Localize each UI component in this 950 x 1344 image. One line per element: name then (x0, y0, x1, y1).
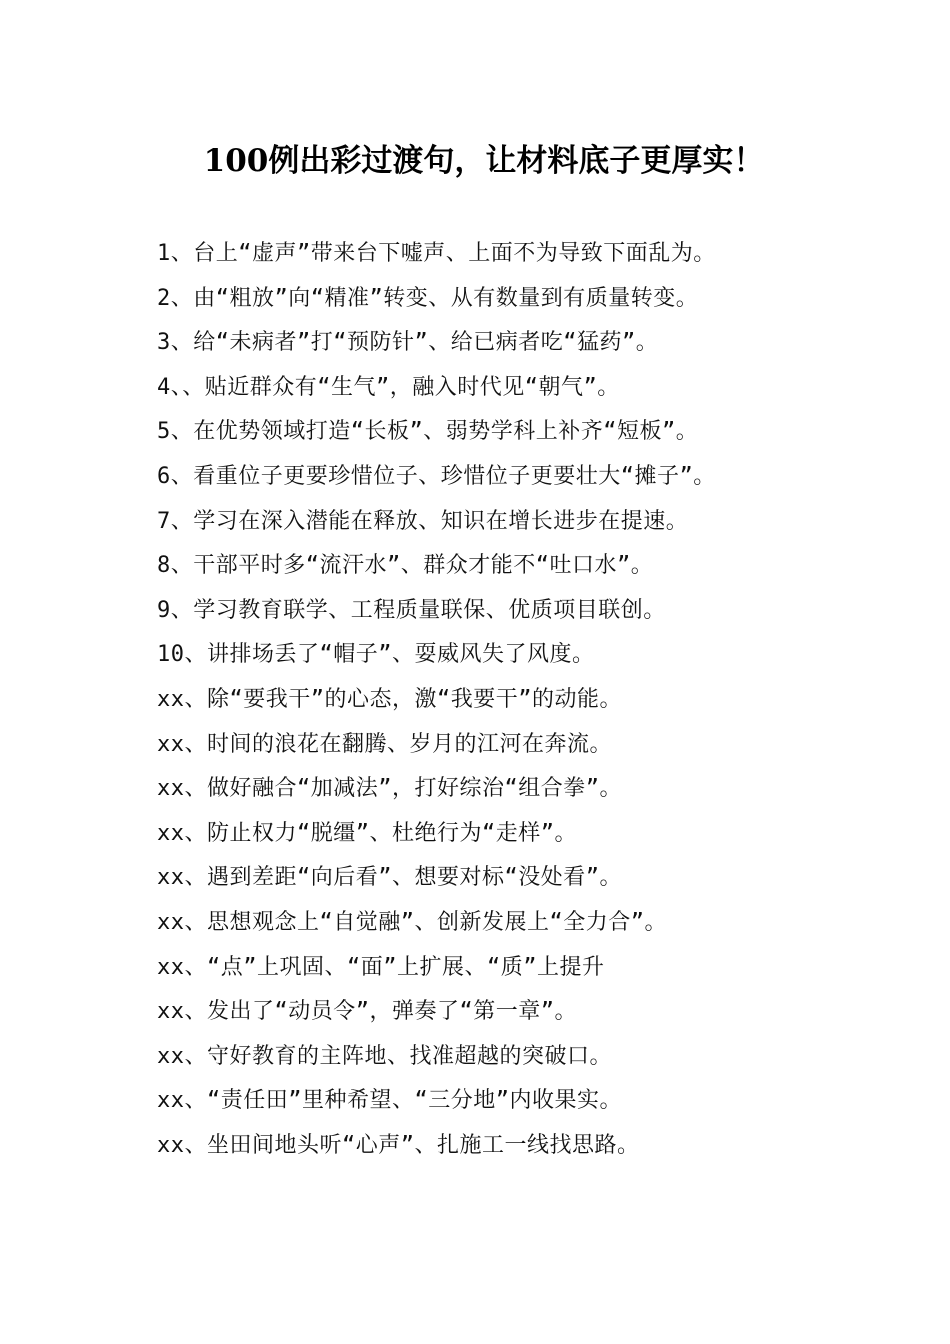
list-item: 5、在优势领域打造“长板”、弱势学科上补齐“短板”。 (157, 419, 699, 445)
list-item: xx、“责任田”里种希望、“三分地”内收果实。 (157, 1088, 622, 1114)
list-item: 2、由“粗放”向“精准”转变、从有数量到有质量转变。 (157, 285, 699, 311)
list-item: 4、、贴近群众有“生气”，融入时代见“朝气”。 (157, 374, 620, 400)
list-item: xx、做好融合“加减法”，打好综治“组合拳”。 (157, 776, 622, 802)
list-item: 9、学习教育联学、工程质量联保、优质项目联创。 (157, 597, 666, 623)
list-item: 8、干部平时多“流汗水”、群众才能不“吐口水”。 (157, 553, 654, 579)
list-item: xx、“点”上巩固、“面”上扩展、“质”上提升 (157, 954, 605, 980)
sentence-list (157, 232, 917, 1168)
list-item: xx、除“要我干”的心态，激“我要干”的动能。 (157, 686, 622, 712)
list-item: xx、时间的浪花在翻腾、岁月的江河在奔流。 (157, 731, 612, 757)
document-title: 100例出彩过渡句，让材料底子更厚实！ (203, 143, 765, 179)
list-item: xx、思想观念上“自觉融”、创新发展上“全力合”。 (157, 909, 667, 935)
list-item: xx、发出了“动员令”，弹奏了“第一章”。 (157, 999, 577, 1025)
list-item: 6、看重位子更要珍惜位子、珍惜位子更要壮大“摊子”。 (157, 463, 716, 489)
list-item: xx、守好教育的主阵地、找准超越的突破口。 (157, 1043, 612, 1069)
list-item: 7、学习在深入潜能在释放、知识在增长进步在提速。 (157, 508, 689, 534)
list-item: xx、坐田间地头听“心声”、扎施工一线找思路。 (157, 1132, 640, 1158)
list-item: 10、讲排场丢了“帽子”、耍威风失了风度。 (157, 642, 595, 668)
list-item: xx、防止权力“脱缰”、杜绝行为“走样”。 (157, 820, 577, 846)
list-item: xx、遇到差距“向后看”、想要对标“没处看”。 (157, 865, 622, 891)
list-item: 3、给“未病者”打“预防针”、给已病者吃“猛药”。 (157, 330, 659, 356)
list-item: 1、台上“虚声”带来台下嘘声、上面不为导致下面乱为。 (157, 241, 716, 266)
